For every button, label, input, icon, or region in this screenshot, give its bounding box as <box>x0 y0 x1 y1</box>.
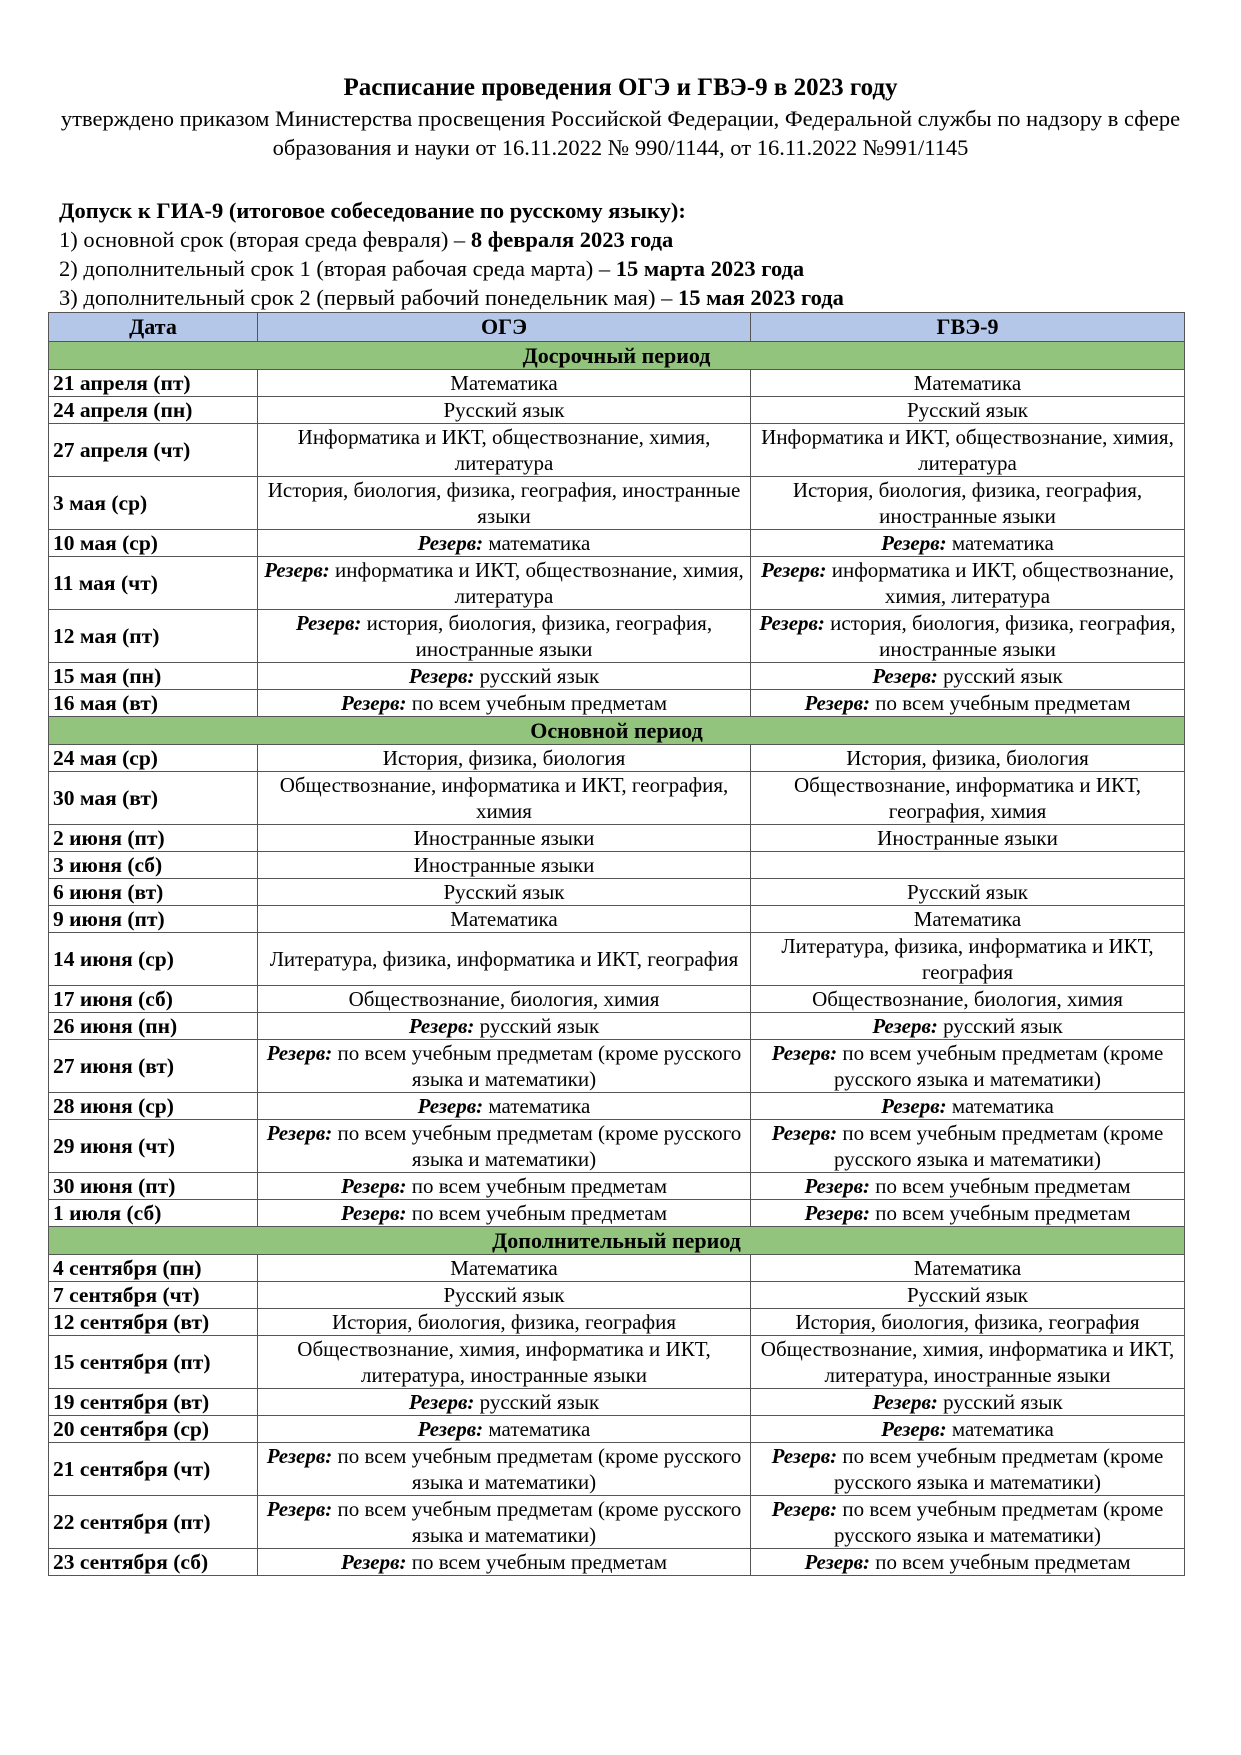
subject-text: Обществознание, биология, химия <box>812 987 1123 1011</box>
gve-subjects <box>751 745 1185 772</box>
admission-item <box>59 225 1179 254</box>
gve-subjects <box>751 1200 1185 1227</box>
exam-date: 12 сентября (вт) <box>49 1309 258 1336</box>
table-row <box>49 424 1185 477</box>
gve-subjects <box>751 1443 1185 1496</box>
table-row <box>49 1549 1185 1576</box>
subject-text: история, биология, физика, география, иностранные языки <box>366 611 713 661</box>
oge-subjects <box>258 477 751 530</box>
oge-subjects <box>258 1040 751 1093</box>
gve-subjects <box>751 557 1185 610</box>
exam-date: 30 июня (пт) <box>49 1173 258 1200</box>
reserve-label: Резерв: <box>872 1014 938 1038</box>
subject-text: Иностранные языки <box>877 826 1058 850</box>
exam-date: 21 сентября (чт) <box>49 1443 258 1496</box>
exam-date: 3 мая (ср) <box>49 477 258 530</box>
gve-subjects <box>751 772 1185 825</box>
subject-text: История, физика, биология <box>846 746 1089 770</box>
table-row <box>49 1040 1185 1093</box>
oge-subjects <box>258 1013 751 1040</box>
subject-text: по всем учебным предметам <box>875 691 1131 715</box>
subject-text: по всем учебным предметам (кроме русского языка и математики) <box>337 1497 742 1547</box>
gve-subjects <box>751 1040 1185 1093</box>
reserve-label: Резерв: <box>804 1550 870 1574</box>
subject-text: русский язык <box>943 1014 1063 1038</box>
reserve-label: Резерв: <box>881 531 947 555</box>
exam-date: 14 июня (ср) <box>49 933 258 986</box>
admission-item-date: 8 февраля 2023 года <box>470 227 674 252</box>
exam-date: 21 апреля (пт) <box>49 370 258 397</box>
oge-subjects <box>258 825 751 852</box>
period-row <box>49 342 1185 370</box>
reserve-label: Резерв: <box>340 1201 407 1225</box>
gve-subjects <box>751 879 1185 906</box>
period-row <box>49 717 1185 745</box>
exam-date: 16 мая (вт) <box>49 690 258 717</box>
column-header-gve: ГВЭ-9 <box>751 313 1185 342</box>
exam-date: 26 июня (пн) <box>49 1013 258 1040</box>
oge-subjects <box>258 557 751 610</box>
oge-subjects <box>258 370 751 397</box>
subject-text: русский язык <box>479 664 600 688</box>
gve-subjects <box>751 933 1185 986</box>
exam-date: 2 июня (пт) <box>49 825 258 852</box>
reserve-label: Резерв: <box>872 664 938 688</box>
subject-text: информатика и ИКТ, обществознание, химия, литература <box>335 558 744 608</box>
subject-text: Литература, физика, информатика и ИКТ, география <box>781 934 1154 984</box>
subject-text: История, биология, физика, география <box>795 1310 1140 1334</box>
column-header-date: Дата <box>49 313 258 342</box>
subject-text: математика <box>951 1417 1054 1441</box>
gve-subjects <box>751 906 1185 933</box>
oge-subjects <box>258 933 751 986</box>
reserve-label: Резерв: <box>340 1550 407 1574</box>
table-row <box>49 745 1185 772</box>
reserve-label: Резерв: <box>264 558 330 582</box>
exam-date: 11 мая (чт) <box>49 557 258 610</box>
subject-text: История, физика, биология <box>382 746 626 770</box>
reserve-label: Резерв: <box>266 1041 333 1065</box>
schedule-table <box>48 312 1185 1576</box>
subject-text: Русский язык <box>906 1283 1029 1307</box>
oge-subjects <box>258 1120 751 1173</box>
oge-subjects <box>258 1549 751 1576</box>
oge-subjects <box>258 1309 751 1336</box>
admission-item-date: 15 мая 2023 года <box>677 285 844 310</box>
subject-text: Обществознание, химия, информатика и ИКТ, литература, иностранные языки <box>297 1337 711 1387</box>
subject-text: Обществознание, информатика и ИКТ, география, химия <box>794 773 1141 823</box>
exam-date: 7 сентября (чт) <box>49 1282 258 1309</box>
reserve-label: Резерв: <box>771 1121 838 1145</box>
subject-text: по всем учебным предметам <box>875 1201 1131 1225</box>
period-row <box>49 1227 1185 1255</box>
oge-subjects <box>258 1200 751 1227</box>
table-row <box>49 557 1185 610</box>
subject-text: Русский язык <box>906 398 1029 422</box>
exam-date: 1 июля (сб) <box>49 1200 258 1227</box>
oge-subjects <box>258 1416 751 1443</box>
exam-date: 22 сентября (пт) <box>49 1496 258 1549</box>
gve-subjects <box>751 1549 1185 1576</box>
subject-text: История, биология, физика, география <box>331 1310 677 1334</box>
gve-subjects <box>751 477 1185 530</box>
oge-subjects <box>258 772 751 825</box>
subject-text: по всем учебным предметам <box>411 691 668 715</box>
oge-subjects <box>258 1093 751 1120</box>
oge-subjects <box>258 1389 751 1416</box>
admission-item <box>59 283 1179 312</box>
exam-date: 24 мая (ср) <box>49 745 258 772</box>
page-title: Расписание проведения ОГЭ и ГВЭ-9 в 2023 году <box>343 74 898 101</box>
table-row <box>49 1389 1185 1416</box>
subject-text: Русский язык <box>443 398 565 422</box>
table-header-row <box>49 313 1185 342</box>
subject-text: Русский язык <box>443 1283 565 1307</box>
exam-date: 6 июня (вт) <box>49 879 258 906</box>
subject-text: по всем учебным предметам (кроме русского языка и математики) <box>337 1041 742 1091</box>
exam-date: 15 мая (пн) <box>49 663 258 690</box>
oge-subjects <box>258 745 751 772</box>
gve-subjects <box>751 825 1185 852</box>
admission-item-text: 3) дополнительный срок 2 (первый рабочий понедельник мая) – <box>59 285 678 310</box>
oge-subjects <box>258 530 751 557</box>
reserve-label: Резерв: <box>771 1444 838 1468</box>
exam-date: 20 сентября (ср) <box>49 1416 258 1443</box>
subject-text: Обществознание, биология, химия <box>348 987 660 1011</box>
oge-subjects <box>258 610 751 663</box>
oge-subjects <box>258 986 751 1013</box>
subject-text: по всем учебным предметам (кроме русского языка и математики) <box>833 1497 1164 1547</box>
gve-subjects <box>751 1255 1185 1282</box>
exam-date: 29 июня (чт) <box>49 1120 258 1173</box>
gve-subjects <box>751 986 1185 1013</box>
gve-subjects <box>751 1389 1185 1416</box>
exam-date: 23 сентября (сб) <box>49 1549 258 1576</box>
subject-text: Русский язык <box>906 880 1029 904</box>
reserve-label: Резерв: <box>340 1174 407 1198</box>
table-row <box>49 397 1185 424</box>
reserve-label: Резерв: <box>408 664 475 688</box>
subject-text: по всем учебным предметам (кроме русского языка и математики) <box>833 1121 1164 1171</box>
gve-subjects <box>751 397 1185 424</box>
gve-subjects <box>751 1282 1185 1309</box>
subject-text: Литература, физика, информатика и ИКТ, география <box>269 947 739 971</box>
table-row <box>49 663 1185 690</box>
subject-text: русский язык <box>943 1390 1063 1414</box>
table-row <box>49 1309 1185 1336</box>
oge-subjects <box>258 852 751 879</box>
subject-text: по всем учебным предметам <box>875 1550 1131 1574</box>
exam-date: 3 июня (сб) <box>49 852 258 879</box>
table-row <box>49 477 1185 530</box>
exam-date: 9 июня (пт) <box>49 906 258 933</box>
admission-item-date: 15 марта 2023 года <box>615 256 805 281</box>
oge-subjects <box>258 879 751 906</box>
subject-text: по всем учебным предметам <box>411 1550 668 1574</box>
subject-text: Математика <box>450 371 558 395</box>
subject-text: История, биология, физика, география, иностранные языки <box>267 478 741 528</box>
subject-text: по всем учебным предметам <box>875 1174 1131 1198</box>
gve-subjects <box>751 690 1185 717</box>
oge-subjects <box>258 1443 751 1496</box>
gve-subjects <box>751 852 1185 879</box>
gve-subjects <box>751 530 1185 557</box>
exam-date: 17 июня (сб) <box>49 986 258 1013</box>
table-row <box>49 1282 1185 1309</box>
period-title: Дополнительный период <box>49 1227 1185 1255</box>
subject-text: русский язык <box>479 1014 600 1038</box>
reserve-label: Резерв: <box>872 1390 938 1414</box>
exam-date: 4 сентября (пн) <box>49 1255 258 1282</box>
subject-text: Математика <box>913 371 1022 395</box>
subject-text: Информатика и ИКТ, обществознание, химия, литература <box>297 425 711 475</box>
gve-subjects <box>751 1309 1185 1336</box>
exam-date: 30 мая (вт) <box>49 772 258 825</box>
subject-text: русский язык <box>943 664 1063 688</box>
gve-subjects <box>751 1496 1185 1549</box>
admission-section <box>59 196 1179 312</box>
gve-subjects <box>751 663 1185 690</box>
gve-subjects <box>751 1173 1185 1200</box>
oge-subjects <box>258 1255 751 1282</box>
subject-text: история, биология, физика, география, иностранные языки <box>830 611 1176 661</box>
admission-heading: Допуск к ГИА-9 (итоговое собеседование по русскому языку): <box>59 198 686 223</box>
subject-text: Иностранные языки <box>413 826 595 850</box>
subject-text: Математика <box>450 1256 558 1280</box>
table-row <box>49 986 1185 1013</box>
subject-text: История, биология, физика, география, иностранные языки <box>792 478 1143 528</box>
reserve-label: Резерв: <box>804 1174 870 1198</box>
oge-subjects <box>258 1496 751 1549</box>
oge-subjects <box>258 906 751 933</box>
table-row <box>49 852 1185 879</box>
table-row <box>49 1013 1185 1040</box>
gve-subjects <box>751 1013 1185 1040</box>
subject-text: информатика и ИКТ, обществознание, химия, литература <box>831 558 1175 608</box>
table-row <box>49 610 1185 663</box>
reserve-label: Резерв: <box>266 1444 333 1468</box>
oge-subjects <box>258 1282 751 1309</box>
subject-text: по всем учебным предметам (кроме русского языка и математики) <box>833 1444 1164 1494</box>
admission-item-text: 2) дополнительный срок 1 (вторая рабочая среда марта) – <box>59 256 616 281</box>
table-row <box>49 1443 1185 1496</box>
subject-text: Обществознание, информатика и ИКТ, география, химия <box>279 773 729 823</box>
table-row <box>49 1336 1185 1389</box>
subject-text: по всем учебным предметам (кроме русского языка и математики) <box>337 1444 742 1494</box>
column-header-oge: ОГЭ <box>258 313 751 342</box>
table-row <box>49 1173 1185 1200</box>
exam-date: 27 июня (вт) <box>49 1040 258 1093</box>
reserve-label: Резерв: <box>266 1121 333 1145</box>
table-row <box>49 772 1185 825</box>
exam-date: 27 апреля (чт) <box>49 424 258 477</box>
subject-text: русский язык <box>479 1390 600 1414</box>
reserve-label: Резерв: <box>340 691 407 715</box>
subject-text: Обществознание, химия, информатика и ИКТ, литература, иностранные языки <box>760 1337 1175 1387</box>
table-row <box>49 933 1185 986</box>
reserve-label: Резерв: <box>266 1497 333 1521</box>
admission-item-text: 1) основной срок (вторая среда февраля) – <box>59 227 471 252</box>
reserve-label: Резерв: <box>417 1094 484 1118</box>
oge-subjects <box>258 690 751 717</box>
subject-text: Математика <box>913 1256 1022 1280</box>
table-row <box>49 690 1185 717</box>
gve-subjects <box>751 424 1185 477</box>
reserve-label: Резерв: <box>804 691 870 715</box>
reserve-label: Резерв: <box>295 611 362 635</box>
subject-text: по всем учебным предметам (кроме русского языка и математики) <box>833 1041 1164 1091</box>
subject-text: по всем учебным предметам (кроме русского языка и математики) <box>337 1121 742 1171</box>
table-row <box>49 1200 1185 1227</box>
oge-subjects <box>258 424 751 477</box>
subject-text: математика <box>488 1094 591 1118</box>
reserve-label: Резерв: <box>771 1041 838 1065</box>
oge-subjects <box>258 1173 751 1200</box>
subject-text: математика <box>951 531 1054 555</box>
oge-subjects <box>258 397 751 424</box>
subject-text: Русский язык <box>443 880 565 904</box>
table-row <box>49 906 1185 933</box>
table-row <box>49 825 1185 852</box>
reserve-label: Резерв: <box>760 558 827 582</box>
subject-text: Математика <box>450 907 558 931</box>
subject-text: по всем учебным предметам <box>411 1174 668 1198</box>
page-subtitle: утверждено приказом Министерства просвещения Российской Федерации, Федеральной службы по надзору в сфере образования и науки от 16.11.2022 № 990/1144, от 16.11.2022 №991/1145 <box>60 106 1181 160</box>
reserve-label: Резерв: <box>408 1014 475 1038</box>
subject-text: Иностранные языки <box>413 853 595 877</box>
subject-text: математика <box>951 1094 1054 1118</box>
subject-text: Математика <box>913 907 1022 931</box>
subject-text: математика <box>488 1417 591 1441</box>
reserve-label: Резерв: <box>759 611 825 635</box>
subject-text: математика <box>488 531 591 555</box>
reserve-label: Резерв: <box>881 1417 947 1441</box>
table-row <box>49 1255 1185 1282</box>
subject-text: по всем учебным предметам <box>411 1201 668 1225</box>
period-title: Основной период <box>49 717 1185 745</box>
gve-subjects <box>751 1416 1185 1443</box>
exam-date: 24 апреля (пн) <box>49 397 258 424</box>
exam-date: 15 сентября (пт) <box>49 1336 258 1389</box>
title-block <box>48 72 1193 162</box>
gve-subjects <box>751 610 1185 663</box>
table-row <box>49 879 1185 906</box>
oge-subjects <box>258 1336 751 1389</box>
subject-text: Информатика и ИКТ, обществознание, химия, литература <box>761 425 1174 475</box>
gve-subjects <box>751 1093 1185 1120</box>
reserve-label: Резерв: <box>881 1094 947 1118</box>
table-row <box>49 370 1185 397</box>
table-row <box>49 530 1185 557</box>
table-row <box>49 1120 1185 1173</box>
exam-date: 12 мая (пт) <box>49 610 258 663</box>
gve-subjects <box>751 1336 1185 1389</box>
gve-subjects <box>751 1120 1185 1173</box>
table-row <box>49 1496 1185 1549</box>
reserve-label: Резерв: <box>417 531 484 555</box>
reserve-label: Резерв: <box>771 1497 838 1521</box>
admission-item <box>59 254 1179 283</box>
table-row <box>49 1093 1185 1120</box>
exam-date: 28 июня (ср) <box>49 1093 258 1120</box>
reserve-label: Резерв: <box>408 1390 475 1414</box>
period-title: Досрочный период <box>49 342 1185 370</box>
table-row <box>49 1416 1185 1443</box>
exam-date: 19 сентября (вт) <box>49 1389 258 1416</box>
reserve-label: Резерв: <box>804 1201 870 1225</box>
gve-subjects <box>751 370 1185 397</box>
oge-subjects <box>258 663 751 690</box>
schedule-body <box>49 342 1185 1576</box>
exam-date: 10 мая (ср) <box>49 530 258 557</box>
reserve-label: Резерв: <box>417 1417 484 1441</box>
